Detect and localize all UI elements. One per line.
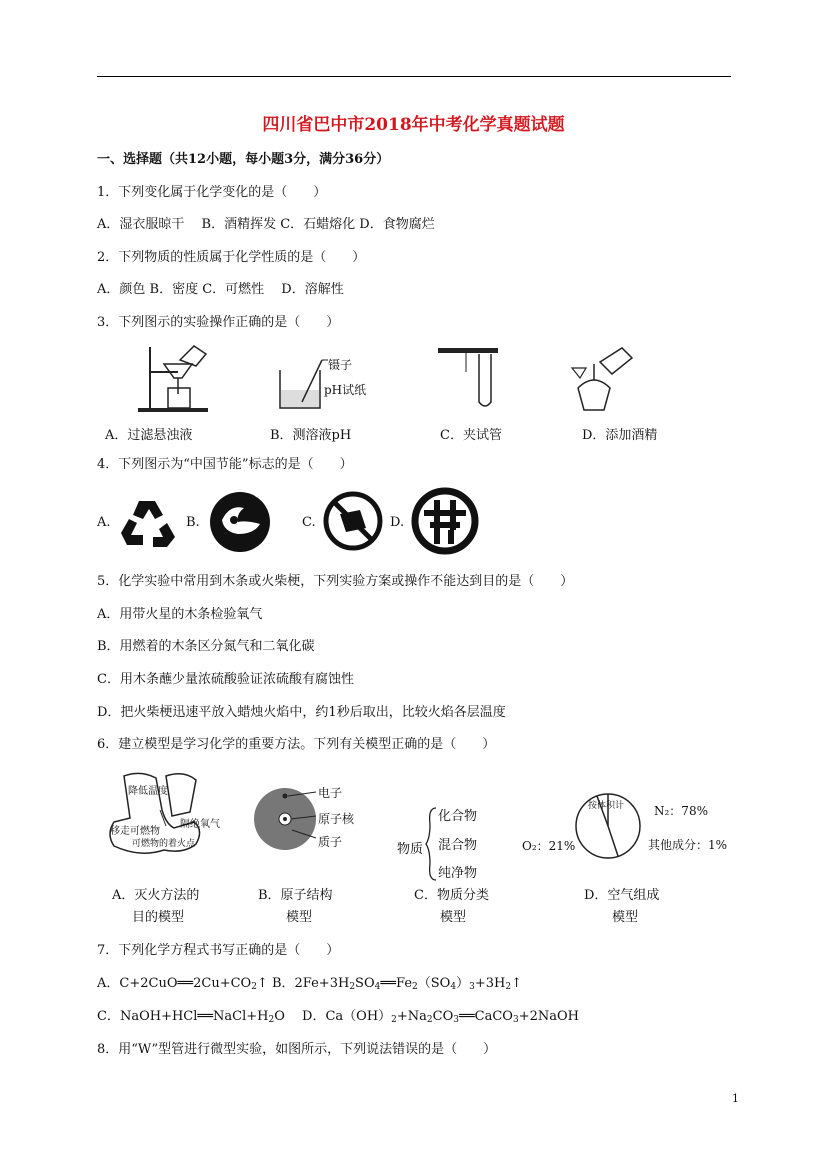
test-tube-holder-figure — [436, 344, 506, 414]
model-c-item-mixture: 混合物 — [438, 838, 478, 853]
header-rule — [97, 76, 731, 77]
filtration-apparatus-figure — [130, 342, 220, 414]
q4-option-d-label: D. — [390, 515, 405, 530]
page-number: 1 — [732, 1092, 739, 1105]
q8-stem: 8．用“W”型管进行微型实验，如图所示，下列说法错误的是（ ） — [97, 1042, 497, 1057]
q6-caption-b-line1: B．原子结构 — [258, 888, 333, 903]
q4-stem: 4．下列图示为“中国节能”标志的是（ ） — [97, 457, 353, 472]
model-a-label-remove-fuel: 移走可燃物 — [110, 826, 160, 837]
q7-options-cd: C．$NaOH+HCl══NaCl+H_2O$ D．$Ca(OH)_2+Na_2CO_3══CaCO_3+2NaOH$ — [97, 1009, 579, 1025]
q4-option-b-label: B. — [186, 515, 200, 530]
q2-stem: 2．下列物质的性质属于化学性质的是（ ） — [97, 250, 366, 265]
model-b-label-electron: 电子 — [318, 786, 343, 800]
tweezers-label: 镊子 — [328, 358, 353, 372]
q7-options-ab: A．$C+2CuO══2Cu+CO_2↑$ B．$2Fe+3H_2SO_4══Fe_2(SO_4)_3+3H_2↑$ — [97, 976, 522, 992]
model-c-item-compound: 化合物 — [438, 809, 478, 824]
q4-option-c-label: C. — [302, 515, 316, 530]
model-d-label-nitrogen: N₂：78% — [654, 804, 708, 818]
ph-paper-label: pH试纸 — [324, 383, 367, 397]
model-c-root-label: 物质 — [397, 842, 424, 857]
atom-structure-model-figure — [252, 786, 318, 852]
model-d-label-others: 其他成分：1% — [648, 838, 728, 852]
q1-stem: 1．下列变化属于化学变化的是（ ） — [97, 185, 327, 200]
q3-caption-c: C．夹试管 — [440, 428, 502, 443]
q3-caption-a: A．过滤悬浊液 — [105, 428, 193, 443]
q2-options: A．颜色 B．密度 C．可燃性 D．溶解性 — [97, 282, 344, 297]
water-saving-logo-icon — [208, 490, 272, 554]
model-a-label-ignition-point: 可燃物的着火点 — [132, 839, 196, 849]
q5-option-b: B．用燃着的木条区分氮气和二氧化碳 — [97, 639, 315, 654]
q6-caption-c-line1: C．物质分类 — [414, 888, 489, 903]
q6-caption-d-line2: 模型 — [612, 910, 639, 925]
q5-option-c: C．用木条蘸少量浓硫酸验证浓硫酸有腐蚀性 — [97, 672, 354, 687]
model-b-label-proton: 质子 — [318, 835, 343, 849]
model-d-label-by-volume: 按体积计 — [588, 801, 625, 811]
q5-option-a: A．用带火星的木条检验氧气 — [97, 607, 263, 622]
q4-option-a-label: A. — [97, 515, 111, 530]
recycling-logo-icon — [117, 493, 179, 551]
q3-stem: 3．下列图示的实验操作正确的是（ ） — [97, 315, 340, 330]
q3-caption-b: B．测溶液pH — [270, 428, 352, 443]
q7-stem: 7．下列化学方程式书写正确的是（ ） — [97, 943, 340, 958]
q6-caption-b-line2: 模型 — [286, 910, 313, 925]
model-b-label-nucleus: 原子核 — [318, 812, 355, 826]
q6-caption-d-line1: D．空气组成 — [584, 888, 660, 903]
air-composition-pie-figure — [572, 782, 644, 864]
china-energy-saving-logo-icon — [410, 486, 480, 556]
model-d-label-oxygen: O₂：21% — [522, 839, 576, 853]
q5-stem: 5．化学实验中常用到木条或火柴梗，下列实验方案或操作不能达到目的是（ ） — [97, 574, 574, 589]
q3-caption-d: D．添加酒精 — [582, 428, 658, 443]
q1-options: A．湿衣服晾干 B．酒精挥发 C．石蜡熔化 D．食物腐烂 — [97, 217, 435, 232]
model-a-label-temperature: 降低温度 — [128, 786, 168, 797]
q6-caption-a-line2: 目的模型 — [132, 910, 185, 925]
q6-caption-c-line2: 模型 — [440, 910, 467, 925]
model-c-item-pure: 纯净物 — [438, 866, 478, 881]
q6-caption-a-line1: A．灭火方法的 — [112, 888, 200, 903]
no-smoking-logo-icon — [322, 490, 384, 552]
q5-option-d: D．把火柴梗迅速平放入蜡烛火焰中，约1秒后取出，比较火焰各层温度 — [97, 705, 506, 720]
model-a-label-oxygen: 隔绝氧气 — [180, 819, 220, 830]
alcohol-lamp-figure — [560, 344, 640, 414]
page-title: 四川省巴中市2018年中考化学真题试题 — [262, 115, 565, 135]
section-heading: 一、选择题（共12小题，每小题3分，满分36分） — [97, 152, 390, 167]
q6-stem: 6．建立模型是学习化学的重要方法。下列有关模型正确的是（ ） — [97, 737, 496, 752]
